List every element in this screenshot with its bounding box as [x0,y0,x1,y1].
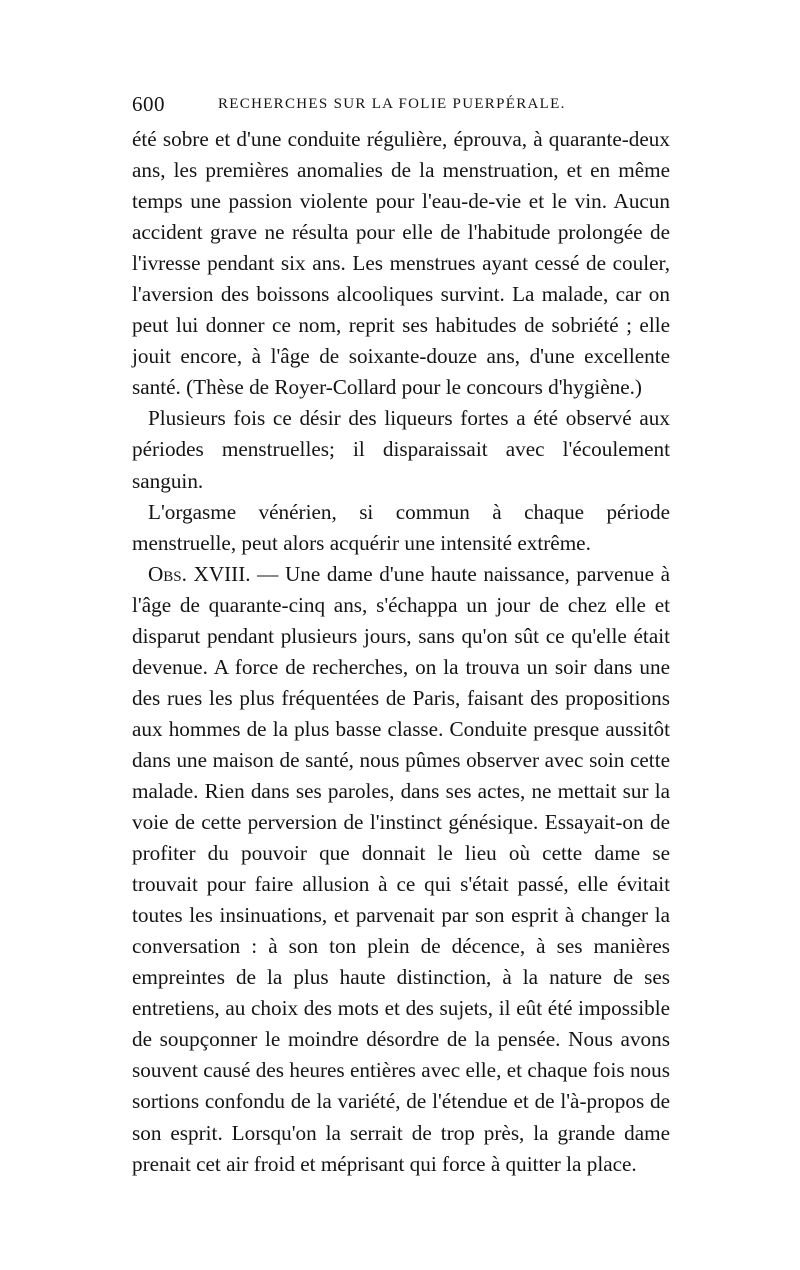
paragraph-observation [132,559,670,1180]
paragraph-liqueurs: Plusieurs fois ce désir des liqueurs fortes a été observé aux périodes menstruelles; il disparaissait avec l'écoulement sanguin. [132,406,670,493]
observation-text: — Une dame d'une haute naissance, parvenue à l'âge de quarante-cinq ans, s'échappa un jour de chez elle et disparut pendant plusieurs jours, sans qu'on sût ce qu'elle était devenue. A force de recherches, on la trouva un soir dans une des rues les plus fréquentées de Paris, faisant des propositions aux hommes de la plus basse classe. Conduite presque aussitôt dans une maison de santé, nous pûmes observer avec soin cette malade. Rien dans ses paroles, dans ses actes, ne mettait sur la voie de cette perversion de l'instinct génésique. Essayait-on de profiter du pouvoir que donnait le lieu où cette dame se trouvait pour faire allusion à ce qui s'était passé, elle évitait toutes les insinuations, et parvenait par son esprit à changer la conversation : à son ton plein de décence, à ses manières empreintes de la plus haute distinction, à la nature de ses entretiens, au choix des mots et des sujets, il eût été impossible de soupçonner le moindre désordre de la pensée. Nous avons souvent causé des heures entières avec elle, et chaque fois nous sortions confondu de la variété, de l'étendue et de l'à-propos de son esprit. Lorsqu'on la serrait de trop près, la grande dame prenait cet air froid et méprisant qui force à quitter la place. [132,561,670,1176]
running-head [132,92,672,118]
paragraph-continuation: été sobre et d'une conduite régulière, éprouva, à quarante-deux ans, les premières anomalies de la menstruation, et en même temps une passion violente pour l'eau-de-vie et le vin. Aucun accident grave ne résulta pour elle de l'habitude prolongée de l'ivresse pendant six ans. Les menstrues ayant cessé de couler, l'aversion des boissons alcooliques survint. La malade, car on peut lui donner ce nom, reprit ses habitudes de sobriété ; elle jouit encore, à l'âge de soixante-douze ans, d'une excellente santé. (Thèse de Royer-Collard pour le concours d'hygiène.) [132,127,670,400]
page-number: 600 [132,92,165,116]
observation-label: Obs. XVIII. [148,561,251,586]
paragraph-orgasme: L'orgasme vénérien, si commun à chaque période menstruelle, peut alors acquérir une intensité extrême. [132,499,670,555]
body-text [132,124,670,1180]
running-title: RECHERCHES SUR LA FOLIE PUERPÉRALE. [218,96,566,112]
